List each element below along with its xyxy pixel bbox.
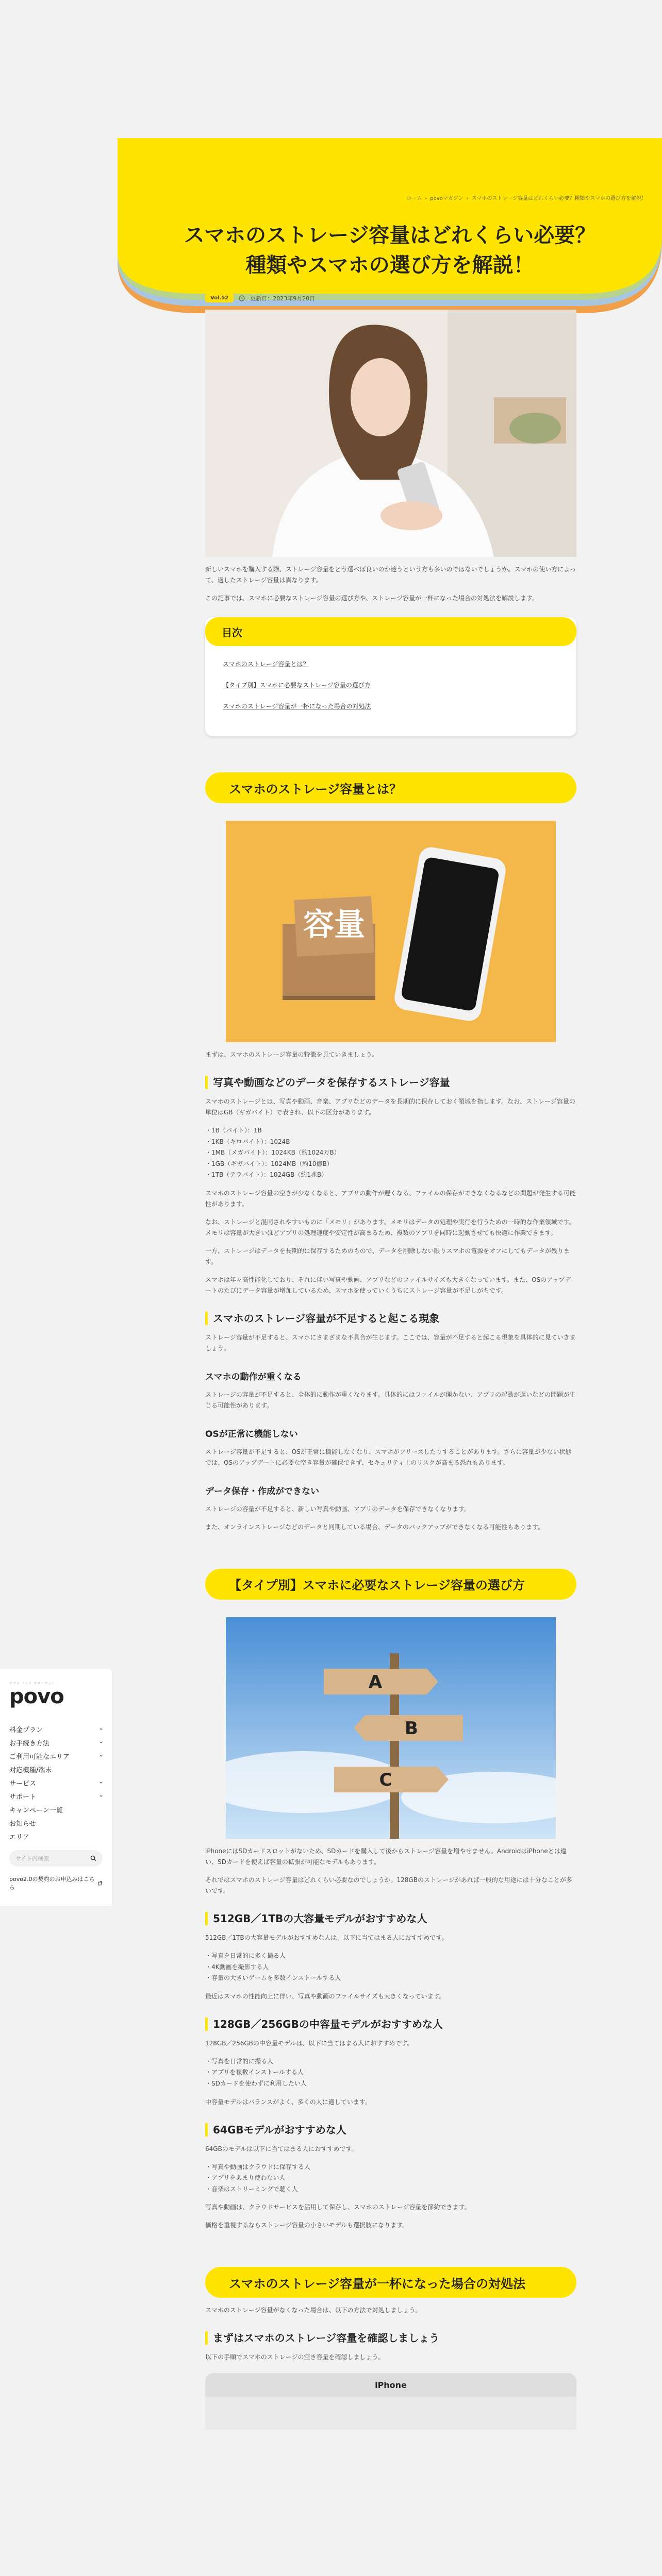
toc-link-3[interactable]: スマホのストレージ容量が一杯になった場合の対処法 (223, 703, 371, 710)
title-line-2: 種類やスマホの選び方を解説！ (245, 253, 534, 277)
chevron-down-icon[interactable]: › (97, 1781, 105, 1784)
s1-paragraph-7: ストレージ容量が不足すると、スマホにさまざまな不具合が生じます。ここでは、容量が不足すると起こる現象を具体的に見ていきましょう。 (205, 1333, 576, 1352)
small-model-list (205, 2162, 576, 2195)
intro-paragraph-1: 新しいスマホを購入する際、ストレージ容量をどう選べば良いのか迷うという方も多いのではないでしょうか。スマホの使い方によって、適したストレージ容量は異なります。 (205, 566, 576, 584)
s3-heading-check: まずはスマホのストレージ容量を確認しましょう (205, 2331, 576, 2345)
s2-heading-large: 512GB／1TBの大容量モデルがおすすめな人 (205, 1912, 576, 1925)
search-icon[interactable] (90, 1855, 96, 1861)
capacity-image-text: 容量 (303, 907, 365, 943)
sign-b: B (405, 1718, 418, 1739)
s1-heading-storage: 写真や動画などのデータを保存するストレージ容量 (205, 1076, 576, 1089)
sidebar-item-label[interactable]: キャンペーン一覧 (9, 1806, 63, 1815)
section-2-title: 【タイプ別】スマホに必要なストレージ容量の選び方 (205, 1569, 576, 1600)
sidebar-item[interactable] (9, 1816, 103, 1829)
section-1-title: スマホのストレージ容量とは？ (205, 772, 576, 803)
s2-paragraph-9: 価格を重視するならストレージ容量の小さいモデルも選択肢になります。 (205, 2222, 409, 2229)
s2-heading-small: 64GBモデルがおすすめな人 (205, 2123, 576, 2137)
sidebar-item[interactable] (9, 1776, 103, 1789)
sidebar-item[interactable] (9, 1762, 103, 1776)
iphone-steps-box (205, 2373, 576, 2430)
s1-paragraph-11: また、オンラインストレージなどのデータと同期している場合、データのバックアップができなくなる可能性もあります。 (205, 1523, 544, 1531)
s1-paragraph-8: ストレージの容量が不足すると、全体的に動作が重くなります。具体的にはファイルが開かない、アプリの起動が遅いなどの問題が生じる可能性があります。 (205, 1391, 576, 1409)
list-item: ・4K動画を撮影する人 (205, 1963, 269, 1971)
s2-heading-medium: 128GB／256GBの中容量モデルがおすすめな人 (205, 2018, 576, 2031)
s1-subheading-os: OSが正常に機能しない (205, 1429, 298, 1439)
chevron-down-icon[interactable]: › (97, 1794, 105, 1798)
list-item: ・写真や動画はクラウドに保存する人 (205, 2163, 311, 2171)
s2-paragraph-8: 写真や動画は、クラウドサービスを活用して保存し、スマホのストレージ容量を節約できます。 (205, 2204, 471, 2211)
update-date: 更新日：2023年9月20日 (250, 295, 316, 302)
sidebar-item[interactable] (9, 1829, 103, 1843)
s2-paragraph-7: 64GBのモデルは以下に当てはまる人におすすめです。 (205, 2145, 358, 2153)
s1-subheading-slow: スマホの動作が重くなる (205, 1371, 302, 1382)
s2-paragraph-1: iPhoneにはSDカードスロットがないため、SDカードを購入して後からストレージ容量を増やせません。AndroidはiPhoneとは違い、SDカードを使えば容量の拡張が可能なモデルもあります。 (205, 1847, 567, 1866)
logo-tagline: ポヴォ ドット ギガ・マット (9, 1682, 56, 1685)
list-item: ・アプリを複数インストールする人 (205, 2069, 304, 2076)
chevron-down-icon[interactable]: › (97, 1727, 105, 1731)
article (205, 289, 576, 2430)
sidebar-item-label[interactable]: お手続き方法 (9, 1739, 50, 1748)
list-item: ・写真を日常的に撮る人 (205, 2057, 274, 2065)
s2-paragraph-3: 512GB／1TBの大容量モデルがおすすめな人は、以下に当てはまる人におすすめです。 (205, 1934, 448, 1941)
sidebar-item-label[interactable]: エリア (9, 1833, 30, 1841)
article-meta (205, 294, 576, 302)
unit-item: ・1KB（キロバイト）：1024B (205, 1138, 290, 1145)
sidebar-item[interactable] (9, 1789, 103, 1803)
external-link-icon (98, 1881, 103, 1886)
breadcrumb-magazine[interactable]: povoマガジン (430, 196, 464, 201)
toc-link-1[interactable]: スマホのストレージ容量とは？ (223, 660, 309, 668)
toc-title: 目次 (205, 617, 576, 646)
breadcrumb-current: スマホのストレージ容量はどれくらい必要？種類やスマホの選び方を解説！ (471, 196, 647, 201)
sidebar-item[interactable] (9, 1803, 103, 1816)
breadcrumb: ホーム › povoマガジン › スマホのストレージ容量はどれくらい必要？種類やスマホの選び方を解説！ (406, 196, 647, 201)
list-item: ・写真を日常的に多く撮る人 (205, 1952, 286, 1959)
list-item: ・容量の大きいゲームを多数インストールする人 (205, 1974, 341, 1982)
sidebar-item-label[interactable]: 料金プラン (9, 1726, 43, 1734)
list-item: ・音楽はストリーミングで聴く人 (205, 2185, 298, 2193)
chevron-down-icon[interactable]: › (97, 1741, 105, 1744)
s1-paragraph-1: まずは、スマホのストレージ容量の特徴を見ていきましょう。 (205, 1051, 378, 1058)
list-item: ・SDカードを使わずに利用したい人 (205, 2079, 307, 2087)
unit-item: ・1GB（ギガバイト）：1024MB（約10億B） (205, 1160, 333, 1167)
s1-heading-shortage: スマホのストレージ容量が不足すると起こる現象 (205, 1312, 576, 1325)
article-header (118, 138, 662, 313)
sidebar-item-label[interactable]: サポート (9, 1793, 37, 1801)
s3-paragraph-1: スマホのストレージ容量がなくなった場合は、以下の方法で対処しましょう。 (205, 2307, 422, 2314)
vol-badge: Vol.52 (205, 294, 234, 302)
unit-item: ・1B（バイト）：1B (205, 1127, 262, 1134)
s1-paragraph-4: なお、ストレージと混同されやすいものに「メモリ」があります。メモリはデータの処理や実行を行うための一時的な作業領域です。メモリは容量が大きいほどアプリの処理速度や安定性が高まるため、複数のアプリを同時に起動させても快適に作業できます。 (205, 1218, 575, 1236)
s1-paragraph-9: ストレージ容量が不足すると、OSが正常に機能しなくなり、スマホがフリーズしたりすることがあります。さらに容量が少ない状態では、OSのアップデートに必要な空き容量が確保できず、セキュリティ上のリスクが高まる恐れもあります。 (205, 1448, 572, 1466)
s3-paragraph-2: 以下の手順でスマホのストレージの空き容量を確認しましょう。 (205, 2353, 385, 2361)
sidebar (0, 1669, 112, 1906)
s1-paragraph-2: スマホのストレージとは、写真や動画、音楽、アプリなどのデータを長期的に保存しておく領域を指します。なお、ストレージ容量の単位はGB（ギガバイト）で表され、以下の区分があります。 (205, 1098, 575, 1116)
s1-paragraph-10: ストレージの容量が不足すると、新しい写真や動画、アプリのデータを保存できなくなります。 (205, 1505, 471, 1513)
s2-paragraph-4: 最近はスマホの性能向上に伴い、写真や動画のファイルサイズも大きくなっています。 (205, 1992, 445, 2000)
page-title (118, 221, 662, 280)
s1-subheading-save: データ保存・作成ができない (205, 1486, 319, 1497)
signpost-image (226, 1617, 556, 1839)
section-3-title: スマホのストレージ容量が一杯になった場合の対処法 (205, 2267, 576, 2298)
unit-item: ・1TB（テラバイト）：1024GB（約1兆B） (205, 1171, 328, 1179)
intro-paragraph-2: この記事では、スマホに必要なストレージ容量の選び方や、ストレージ容量が一杯になった場合の対処法を解説します。 (205, 595, 539, 602)
povo-logo[interactable]: povo (9, 1685, 64, 1708)
side-nav (9, 1722, 103, 1843)
hero-photo (205, 310, 576, 557)
sidebar-item-label[interactable]: サービス (9, 1780, 37, 1788)
s1-paragraph-6: スマホは年々高性能化しており、それに伴い写真や動画、アプリなどのファイルサイズも大きくなっています。また、OSのアップデートのたびにデータ容量が増加しているため、スマホを使っていくうちにストレージ容量が不足しがちです。 (205, 1276, 571, 1294)
signup-link[interactable] (9, 1875, 103, 1891)
large-model-list (205, 1951, 576, 1984)
unit-item: ・1MB（メガバイト）：1024KB（約1024万B） (205, 1149, 340, 1157)
sign-c: C (379, 1769, 392, 1790)
clock-icon (239, 295, 245, 301)
s2-paragraph-6: 中容量モデルはバランスがよく、多くの人に適しています。 (205, 2098, 371, 2106)
site-search[interactable] (9, 1850, 103, 1867)
sidebar-item[interactable] (9, 1722, 103, 1736)
s1-paragraph-5: 一方、ストレージはデータを長期的に保存するためのもので、データを削除しない限りスマホの電源をオフにしてもデータが残ります。 (205, 1247, 570, 1265)
s2-paragraph-5: 128GB／256GBの中容量モデルは、以下に当てはまる人におすすめです。 (205, 2039, 413, 2047)
iphone-box-title: iPhone (205, 2373, 576, 2397)
chevron-down-icon[interactable]: › (97, 1754, 105, 1757)
s2-paragraph-2: それではスマホのストレージ容量はどれくらい必要なのでしょうか。128GBのストレージがあれば一般的な用途には十分なことが多いです。 (205, 1876, 572, 1894)
search-input[interactable]: サイト内検索 (15, 1855, 49, 1862)
s1-paragraph-3: スマホのストレージ容量の空きが少なくなると、アプリの動作が遅くなる、ファイルの保存ができなくなるなどの問題が発生する可能性があります。 (205, 1189, 576, 1208)
sidebar-item[interactable] (9, 1736, 103, 1749)
unit-list (205, 1125, 576, 1181)
title-line-1: スマホのストレージ容量はどれくらい必要？ (184, 224, 596, 247)
signup-link-label[interactable]: povo2.0の契約のお申込みはこちら (9, 1876, 95, 1891)
list-item: ・アプリをあまり使わない人 (205, 2174, 286, 2182)
capacity-image (226, 821, 556, 1042)
sidebar-item-label[interactable]: ご利用可能なエリア (9, 1753, 70, 1761)
sidebar-item-label[interactable]: 対応機種/端末 (9, 1766, 52, 1774)
toc-link-2[interactable]: 【タイプ別】スマホに必要なストレージ容量の選び方 (223, 682, 371, 689)
medium-model-list (205, 2056, 576, 2090)
sidebar-item-label[interactable]: お知らせ (9, 1820, 36, 1828)
table-of-contents (205, 617, 576, 736)
breadcrumb-home[interactable]: ホーム (406, 196, 422, 201)
sidebar-item[interactable] (9, 1749, 103, 1762)
sign-a: A (368, 1671, 383, 1692)
